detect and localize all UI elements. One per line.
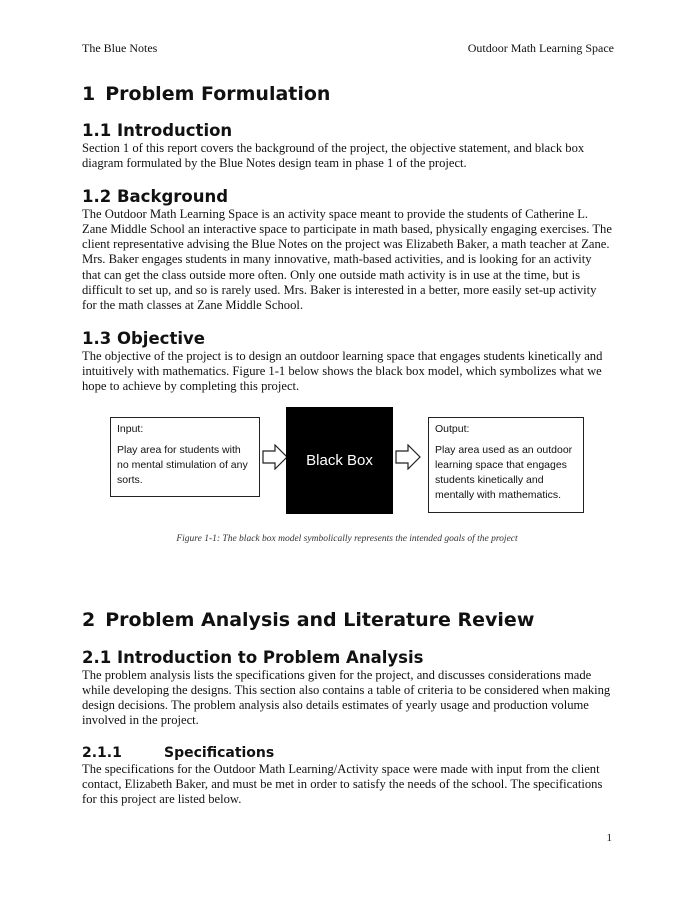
- section-2-1-1-heading: [82, 744, 612, 762]
- figure-caption: Figure 1-1: The black box model symbolically represents the intended goals of the project: [176, 534, 518, 545]
- section-2-1-heading: 2.1 Introduction to Problem Analysis: [82, 648, 424, 668]
- output-label: Output:: [435, 423, 470, 436]
- output-box: [428, 417, 584, 513]
- section-1-heading: [82, 82, 612, 106]
- running-header-right: Outdoor Math Learning Space: [467, 41, 614, 55]
- input-text: Play area for students with no mental stimulation of any sorts.: [117, 444, 248, 487]
- running-header-left: The Blue Notes: [82, 41, 158, 55]
- section-1-3-text: The objective of the project is to design an outdoor learning space that engages students kinetically and intuitively with mathematics. Figure 1-1 below shows the black box model, which symbolizes what we hope to achieve by completing this project.: [82, 348, 603, 394]
- arrow-right-icon: [395, 444, 421, 470]
- subsection-number: 2.1.1: [82, 744, 122, 761]
- input-box: [110, 417, 260, 497]
- subsection-title: Specifications: [164, 744, 275, 761]
- black-box: Black Box: [286, 407, 393, 514]
- section-2-1-text: The problem analysis lists the specifications given for the project, and discusses considerations made while developing the designs. This section also contains a table of criteria to be considered when making design decisions. The problem analysis also details estimates of yearly usage and production volume involved in the project.: [82, 668, 611, 728]
- input-label: Input:: [117, 423, 144, 436]
- section-2-heading: [82, 608, 612, 632]
- section-1-1-heading: 1.1 Introduction: [82, 121, 233, 140]
- section-title: Problem Analysis and Literature Review: [105, 609, 535, 632]
- section-1-1-text: Section 1 of this report covers the background of the project, the objective statement, and black box diagram formulated by the Blue Notes design team in phase 1 of the project.: [82, 141, 585, 171]
- section-1-2-text: The Outdoor Math Learning Space is an activity space meant to provide the students of Catherine L. Zane Middle School an interactive space to participate in math based, physically engaging exercises. The client representative advising the Blue Notes on the project was Elizabeth Baker, a math teacher at Zane. Mrs. Baker engages students in many innovative, math-based activities, and is looking for an activity that can get the class outside more often. Only one outside math activity is in use at the time, but is difficult to set up, and so is rarely used. Mrs. Baker is interested in a better, more easily set-up activity for the math classes at Zane Middle School.: [82, 207, 612, 312]
- page-content: [82, 82, 612, 807]
- section-title: Problem Formulation: [105, 83, 331, 105]
- arrow-right-icon: [262, 444, 288, 470]
- section-1-2-heading: 1.2 Background: [82, 187, 229, 207]
- output-text: Play area used as an outdoor learning space that engages students kinetically and mentally with mathematics.: [435, 444, 573, 502]
- section-number: 2: [82, 609, 96, 632]
- page-number: 1: [606, 832, 612, 844]
- section-number: 1: [82, 83, 96, 105]
- section-2-1-1-text: The specifications for the Outdoor Math Learning/Activity space were made with input from the client contact, Elizabeth Baker, and must be met in order to satisfy the needs of the school. The specifications for this project are listed below.: [82, 761, 603, 806]
- section-1-3-heading: 1.3 Objective: [82, 328, 205, 348]
- black-box-figure: [82, 406, 612, 566]
